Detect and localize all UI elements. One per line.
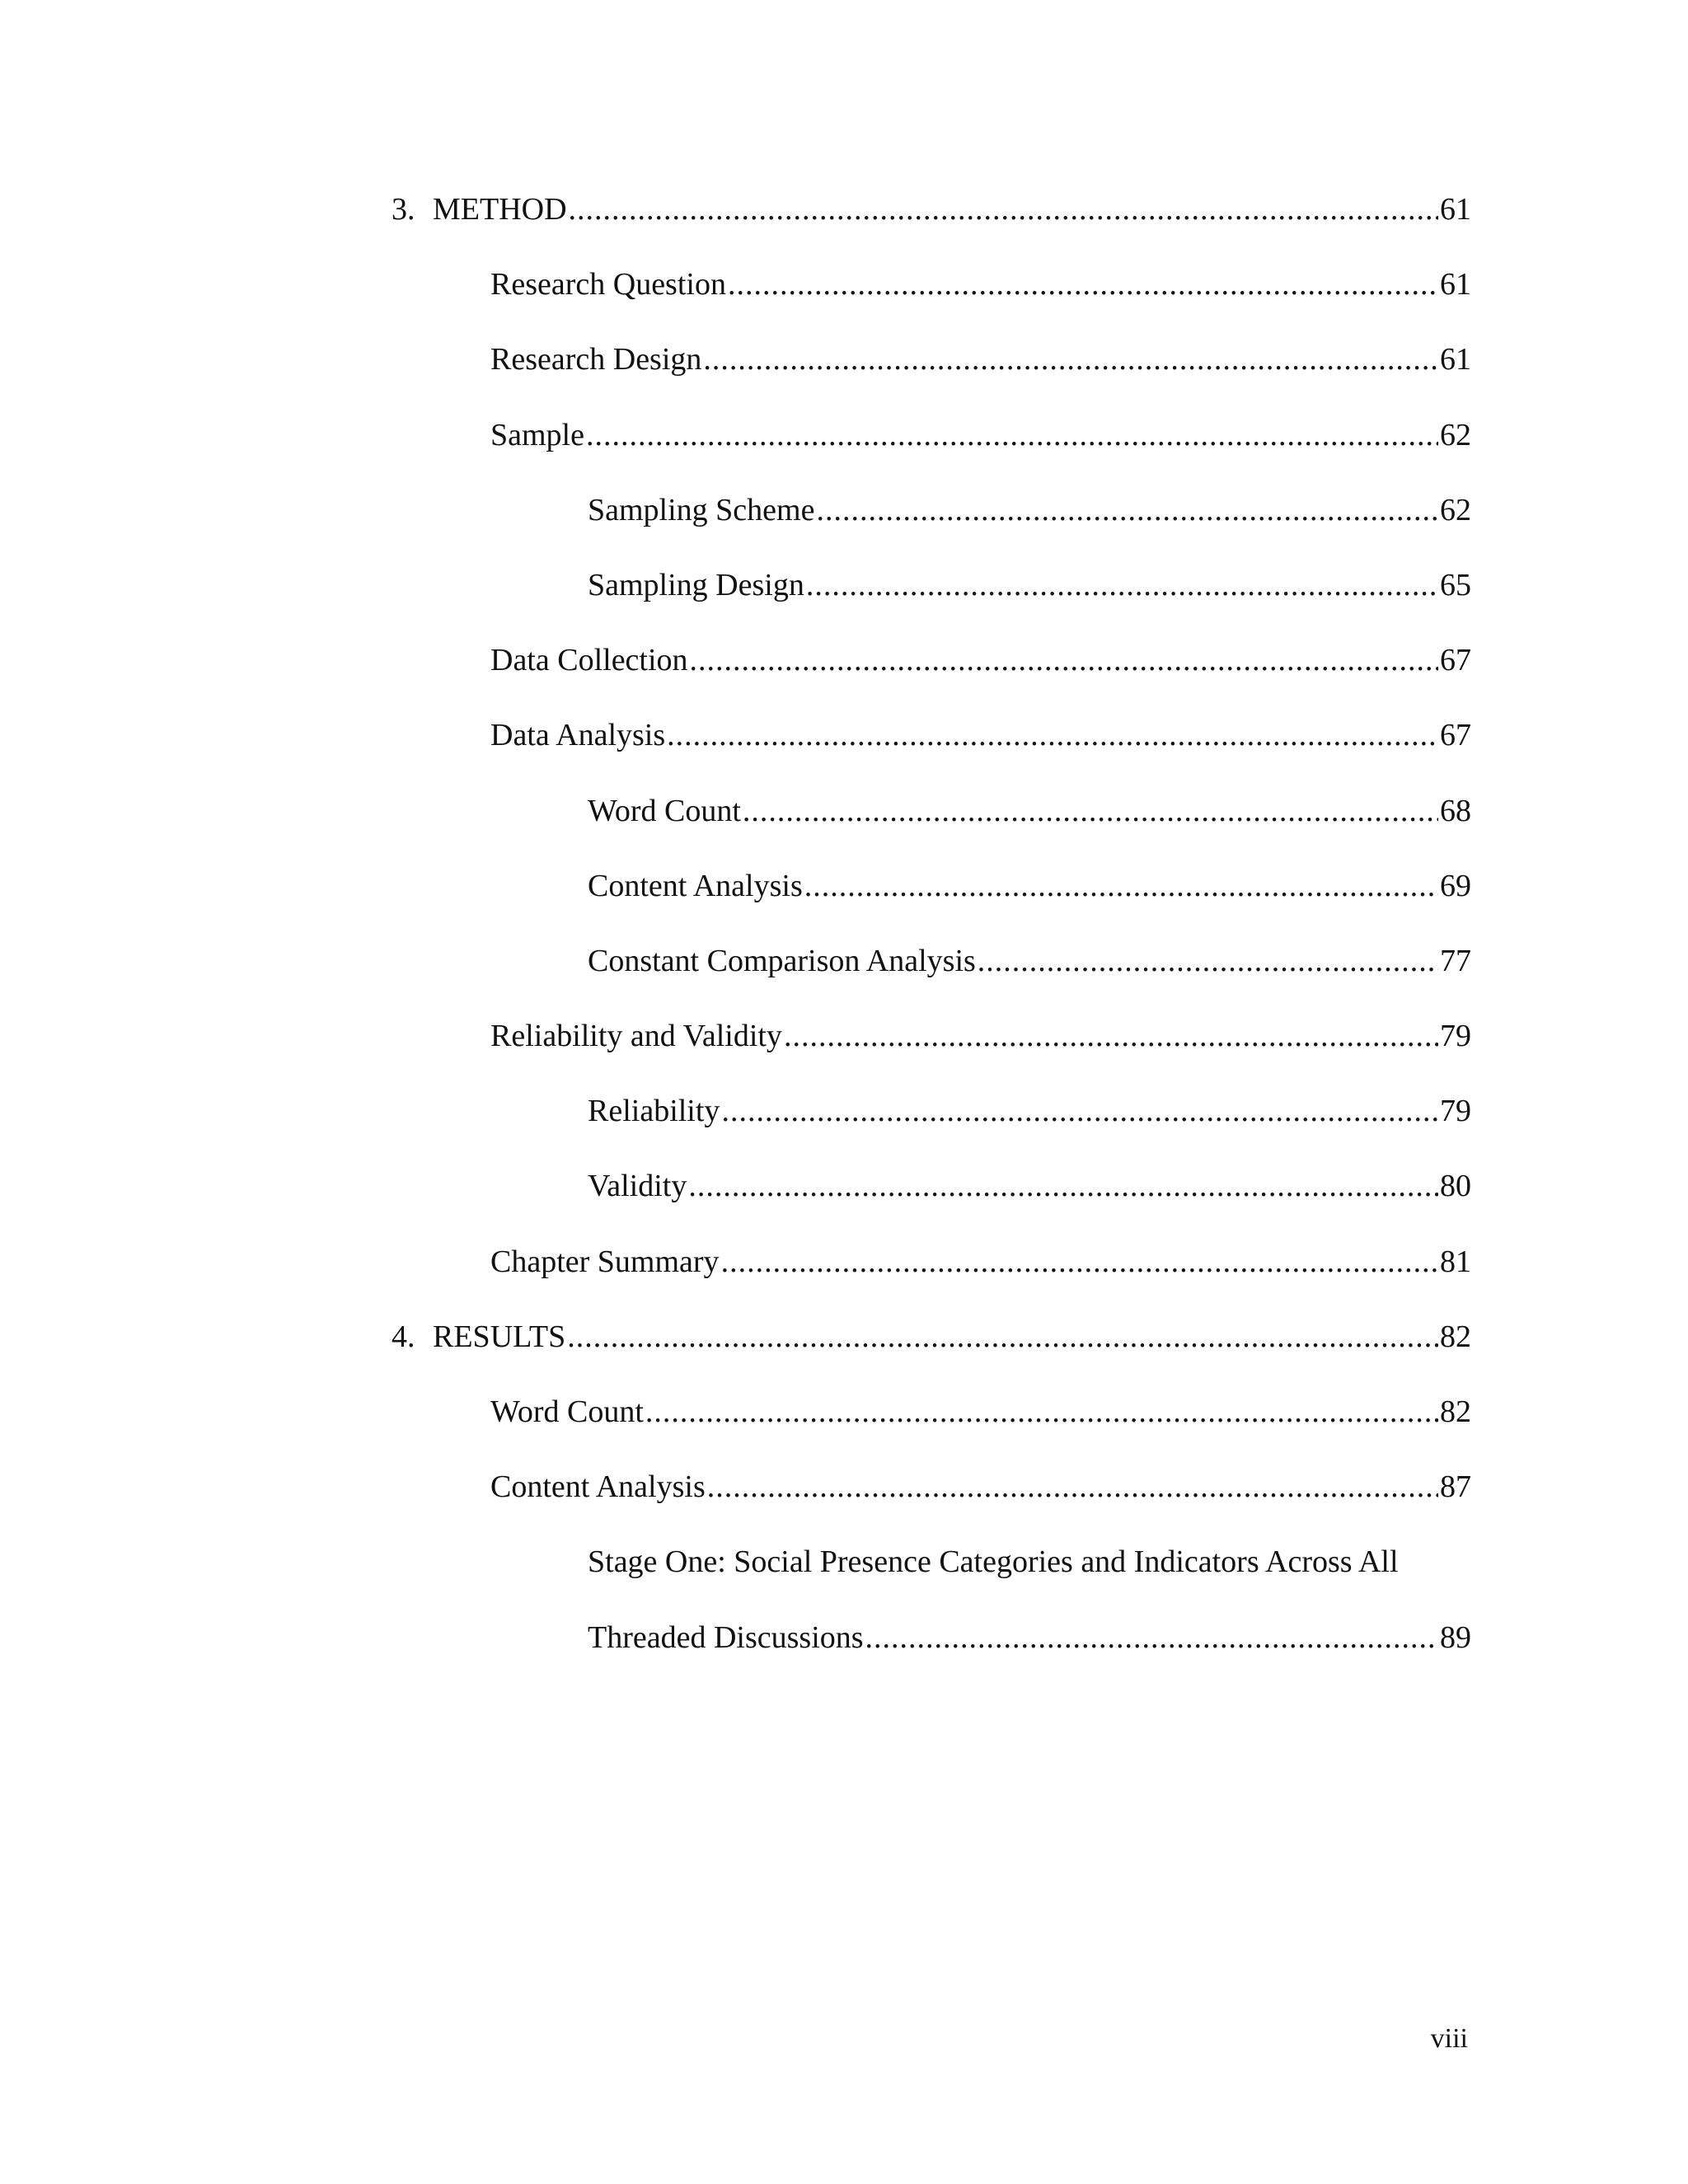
toc-label: Reliability <box>588 1094 720 1129</box>
toc-page-number: 61 <box>1440 192 1471 227</box>
toc-entry-chapter-3[interactable] <box>392 190 1471 265</box>
toc-entry-sample[interactable] <box>392 415 1471 490</box>
toc-label: Chapter Summary <box>490 1244 720 1279</box>
toc-leader-dots <box>978 941 1438 981</box>
toc-label: Data Collection <box>490 643 688 678</box>
toc-chapter-number: 4. <box>392 1319 415 1354</box>
toc-label: Constant Comparison Analysis <box>588 943 976 978</box>
toc-page-number: 65 <box>1440 567 1471 602</box>
toc-leader-dots <box>569 190 1438 229</box>
toc-page-number: 81 <box>1440 1244 1471 1279</box>
toc-label: Content Analysis <box>588 868 803 903</box>
toc-entry-sampling-scheme[interactable] <box>392 490 1471 565</box>
toc-entry-data-collection[interactable] <box>392 640 1471 715</box>
toc-page-number: 69 <box>1440 868 1471 903</box>
toc-leader-dots <box>816 490 1438 530</box>
toc-leader-dots <box>667 715 1438 755</box>
toc-entry-results-content-analysis[interactable] <box>392 1467 1471 1542</box>
toc-page-number: 87 <box>1440 1469 1471 1505</box>
toc-page-number: 67 <box>1440 643 1471 678</box>
toc-page-number: 61 <box>1440 342 1471 377</box>
toc-page-number: 77 <box>1440 943 1471 978</box>
toc-leader-dots <box>688 1166 1438 1206</box>
toc-leader-dots <box>784 1016 1438 1056</box>
toc-page-number: 80 <box>1440 1169 1471 1204</box>
table-of-contents <box>392 190 1471 1693</box>
toc-entry-stage-one-line2[interactable] <box>392 1618 1471 1693</box>
toc-label: Sample <box>490 417 584 452</box>
toc-page-number: 68 <box>1440 793 1471 828</box>
toc-label: Reliability and Validity <box>490 1019 782 1054</box>
page-number-footer: viii <box>1430 2023 1468 2054</box>
toc-page-number: 79 <box>1440 1094 1471 1129</box>
toc-page-number: 67 <box>1440 718 1471 753</box>
toc-entry-research-design[interactable] <box>392 340 1471 415</box>
toc-label: RESULTS <box>433 1319 566 1354</box>
toc-entry-results-word-count[interactable] <box>392 1392 1471 1467</box>
toc-label: Research Question <box>490 267 726 302</box>
toc-label: Word Count <box>588 793 741 828</box>
toc-page-number: 82 <box>1440 1319 1471 1354</box>
toc-leader-dots <box>743 791 1438 831</box>
toc-label: Word Count <box>490 1394 644 1429</box>
toc-entry-sampling-design[interactable] <box>392 565 1471 640</box>
toc-entry-word-count[interactable] <box>392 791 1471 866</box>
toc-leader-dots <box>865 1618 1438 1657</box>
toc-entry-reliability-and-validity[interactable] <box>392 1016 1471 1091</box>
toc-label: Sampling Design <box>588 567 804 602</box>
toc-leader-dots <box>586 415 1438 455</box>
toc-label: METHOD <box>433 192 567 227</box>
toc-chapter-number: 3. <box>392 192 415 227</box>
toc-label: Sampling Scheme <box>588 492 815 527</box>
toc-entry-reliability[interactable] <box>392 1091 1471 1166</box>
toc-entry-stage-one-line1[interactable] <box>392 1542 1471 1617</box>
toc-entry-data-analysis[interactable] <box>392 715 1471 790</box>
toc-leader-dots <box>721 1242 1438 1282</box>
toc-leader-dots <box>728 265 1438 304</box>
toc-leader-dots <box>690 640 1438 680</box>
toc-leader-dots <box>707 1467 1438 1507</box>
toc-entry-constant-comparison-analysis[interactable] <box>392 941 1471 1016</box>
toc-leader-dots <box>567 1317 1438 1357</box>
toc-leader-dots <box>703 340 1438 379</box>
toc-entry-research-question[interactable] <box>392 265 1471 340</box>
toc-page-number: 79 <box>1440 1019 1471 1054</box>
toc-label: Data Analysis <box>490 718 666 753</box>
toc-page-number: 62 <box>1440 492 1471 527</box>
toc-page-number: 89 <box>1440 1619 1471 1655</box>
toc-entry-chapter-4[interactable] <box>392 1317 1471 1392</box>
toc-page-number: 62 <box>1440 417 1471 452</box>
toc-label: Validity <box>588 1169 687 1204</box>
toc-leader-dots <box>804 866 1438 906</box>
toc-label: Content Analysis <box>490 1469 706 1505</box>
toc-leader-dots <box>645 1392 1438 1432</box>
toc-entry-validity[interactable] <box>392 1166 1471 1241</box>
toc-label: Threaded Discussions <box>588 1619 864 1655</box>
toc-leader-dots <box>721 1091 1438 1131</box>
toc-label: Research Design <box>490 342 702 377</box>
toc-entry-chapter-summary[interactable] <box>392 1242 1471 1317</box>
toc-label: Stage One: Social Presence Categories and Indicators Across All <box>588 1544 1399 1580</box>
toc-entry-content-analysis[interactable] <box>392 866 1471 941</box>
toc-page-number: 61 <box>1440 267 1471 302</box>
toc-page-number: 82 <box>1440 1394 1471 1429</box>
toc-leader-dots <box>806 565 1438 605</box>
